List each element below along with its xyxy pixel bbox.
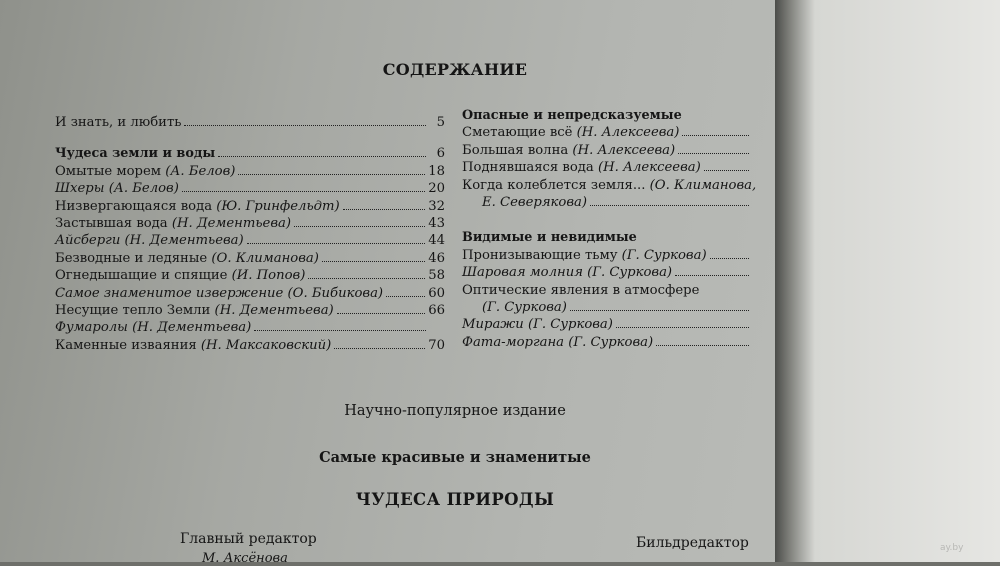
toc-entry-author: (И. Попов)	[231, 268, 306, 284]
book-subtitle: Самые красивые и знаменитые	[319, 449, 591, 466]
toc-entry	[55, 338, 445, 355]
dot-leader	[682, 135, 749, 136]
toc-entry	[462, 143, 752, 160]
toc-entry	[55, 181, 445, 198]
dot-leader	[343, 209, 426, 210]
toc-entry-author: Е. Северякова)	[482, 194, 588, 210]
toc-entry-title: Когда колеблется земля...	[462, 177, 646, 193]
dot-leader	[182, 191, 425, 192]
toc-entry	[55, 216, 445, 233]
toc-entry-title: Фата-моргана	[462, 334, 565, 350]
toc-entry-author: (Н. Максаковский)	[200, 337, 332, 353]
toc-entry-title: Безводные и ледяные	[55, 250, 208, 266]
toc-page-number: 20	[428, 181, 445, 197]
book-title: ЧУДЕСА ПРИРОДЫ	[355, 490, 555, 509]
toc-entry-title: Оптические явления в атмосфере	[462, 282, 700, 298]
toc-entry-title: Каменные изваяния	[55, 337, 197, 353]
toc-entry	[462, 265, 752, 282]
toc-entry-author: (А. Белов)	[165, 163, 236, 179]
picture-editor	[636, 535, 749, 551]
dot-leader	[704, 170, 749, 171]
dot-leader	[247, 243, 426, 244]
toc-entry-intro	[55, 115, 445, 132]
picture-editor-label: Бильдредактор	[636, 535, 749, 551]
toc-page-number: 58	[428, 268, 445, 284]
toc-entry	[462, 335, 752, 352]
toc-entry	[55, 268, 445, 285]
dot-leader	[254, 330, 426, 331]
toc-page-number: 60	[428, 285, 445, 301]
chief-editor-name: М. Аксёнова	[202, 551, 288, 566]
toc-entry-author: (Г. Суркова)	[568, 334, 654, 350]
toc-entry-title: Шаровая молния	[462, 265, 583, 281]
toc-right-column	[462, 108, 757, 352]
toc-entry-title: Самое знаменитое извержение	[55, 285, 284, 301]
dot-leader	[184, 125, 426, 126]
dot-leader	[218, 156, 426, 157]
toc-page-number: 5	[436, 115, 445, 130]
chief-editor	[180, 531, 317, 566]
section-heading-text: Чудеса земли и воды	[55, 146, 216, 162]
toc-entry-author: (Н. Дементьева)	[214, 302, 334, 318]
toc-entry-author: (О. Бибикова)	[287, 285, 384, 301]
toc-entry	[55, 164, 445, 181]
toc-entry	[462, 125, 752, 142]
toc-entry	[55, 320, 445, 337]
publication-type: Научно-популярное издание	[344, 403, 566, 419]
dot-leader	[656, 345, 749, 346]
toc-entry-continuation	[462, 195, 752, 212]
toc-page-number: 44	[428, 233, 445, 249]
toc-entry-title: И знать, и любить	[55, 115, 182, 130]
toc-entry-title: Поднявшаяся вода	[462, 160, 594, 176]
dot-leader	[337, 313, 426, 314]
toc-section-heading: Опасные и непредсказуемые	[462, 108, 682, 123]
toc-entry	[55, 251, 445, 268]
contents-title: СОДЕРЖАНИЕ	[382, 60, 528, 79]
toc-left-column	[55, 115, 445, 355]
toc-entry	[55, 286, 445, 303]
toc-entry-author: (Н. Алексеева)	[572, 142, 676, 158]
adjacent-sheet	[775, 0, 1000, 562]
toc-page-number: 32	[428, 198, 445, 214]
toc-entry	[462, 283, 752, 300]
toc-entry	[55, 199, 445, 216]
toc-entry	[55, 233, 445, 250]
toc-page-number: 46	[428, 250, 445, 266]
dot-leader	[308, 278, 425, 279]
toc-entry-title: Шхеры	[55, 181, 105, 197]
dot-leader	[590, 205, 749, 206]
toc-entry-author: (О. Климанова)	[211, 250, 319, 266]
dot-leader	[322, 261, 425, 262]
toc-entry-author: (О. Климанова,	[649, 177, 757, 193]
dot-leader	[238, 174, 425, 175]
toc-entry-title: Застывшая вода	[55, 215, 168, 231]
toc-entry-author: (Г. Суркова)	[621, 247, 707, 263]
toc-entry-author: (Г. Суркова)	[482, 299, 567, 315]
dot-leader	[386, 296, 425, 297]
dot-leader	[616, 327, 749, 328]
toc-section-heading: Видимые и невидимые	[462, 230, 637, 246]
watermark: ay.by	[940, 543, 964, 553]
toc-entry-title: Пронизывающие тьму	[462, 247, 618, 263]
toc-page-number: 43	[428, 215, 445, 231]
dot-leader	[570, 310, 749, 311]
toc-entry	[462, 317, 752, 334]
toc-entry-author: (Н. Дементьева)	[124, 233, 244, 249]
toc-entry-title: Айсберги	[55, 233, 121, 249]
toc-entry-author: (А. Белов)	[108, 181, 179, 197]
toc-entry-title: Омытые морем	[55, 163, 162, 179]
toc-entry-author: (Н. Алексеева)	[597, 160, 701, 176]
dot-leader	[334, 348, 425, 349]
dot-leader	[675, 275, 749, 276]
dot-leader	[710, 258, 749, 259]
toc-entry-author: (Ю. Гринфельдт)	[216, 198, 340, 214]
toc-entry-title: Фумаролы	[55, 320, 128, 336]
dot-leader	[678, 153, 749, 154]
toc-entry-author: (Г. Суркова)	[587, 265, 673, 281]
toc-entry-title: Низвергающаяся вода	[55, 198, 213, 214]
toc-entry-title: Огнедышащие и спящие	[55, 268, 228, 284]
toc-entry-continuation	[462, 300, 752, 317]
toc-entry	[55, 303, 445, 320]
toc-entry-author: (Г. Суркова)	[528, 317, 613, 333]
toc-entry	[462, 177, 757, 195]
toc-section-heading	[55, 146, 445, 163]
toc-page-number: 18	[428, 163, 445, 179]
toc-entry-title: Миражи	[462, 317, 524, 333]
toc-entry-author: (Н. Дементьева)	[132, 320, 252, 336]
chief-editor-label: Главный редактор	[180, 531, 317, 547]
toc-entry-title: Большая волна	[462, 142, 569, 158]
toc-entry-author: (Н. Дементьева)	[171, 215, 292, 231]
toc-entry-author: (Н. Алексеева)	[576, 125, 680, 141]
toc-entry	[462, 248, 752, 265]
toc-page-number: 6	[436, 146, 445, 162]
toc-page-number: 66	[428, 302, 445, 318]
toc-entry-title: Несущие тепло Земли	[55, 302, 211, 318]
toc-entry	[462, 160, 752, 177]
toc-entry-title: Сметающие всё	[462, 125, 573, 141]
toc-page-number: 70	[428, 337, 445, 353]
dot-leader	[294, 226, 425, 227]
